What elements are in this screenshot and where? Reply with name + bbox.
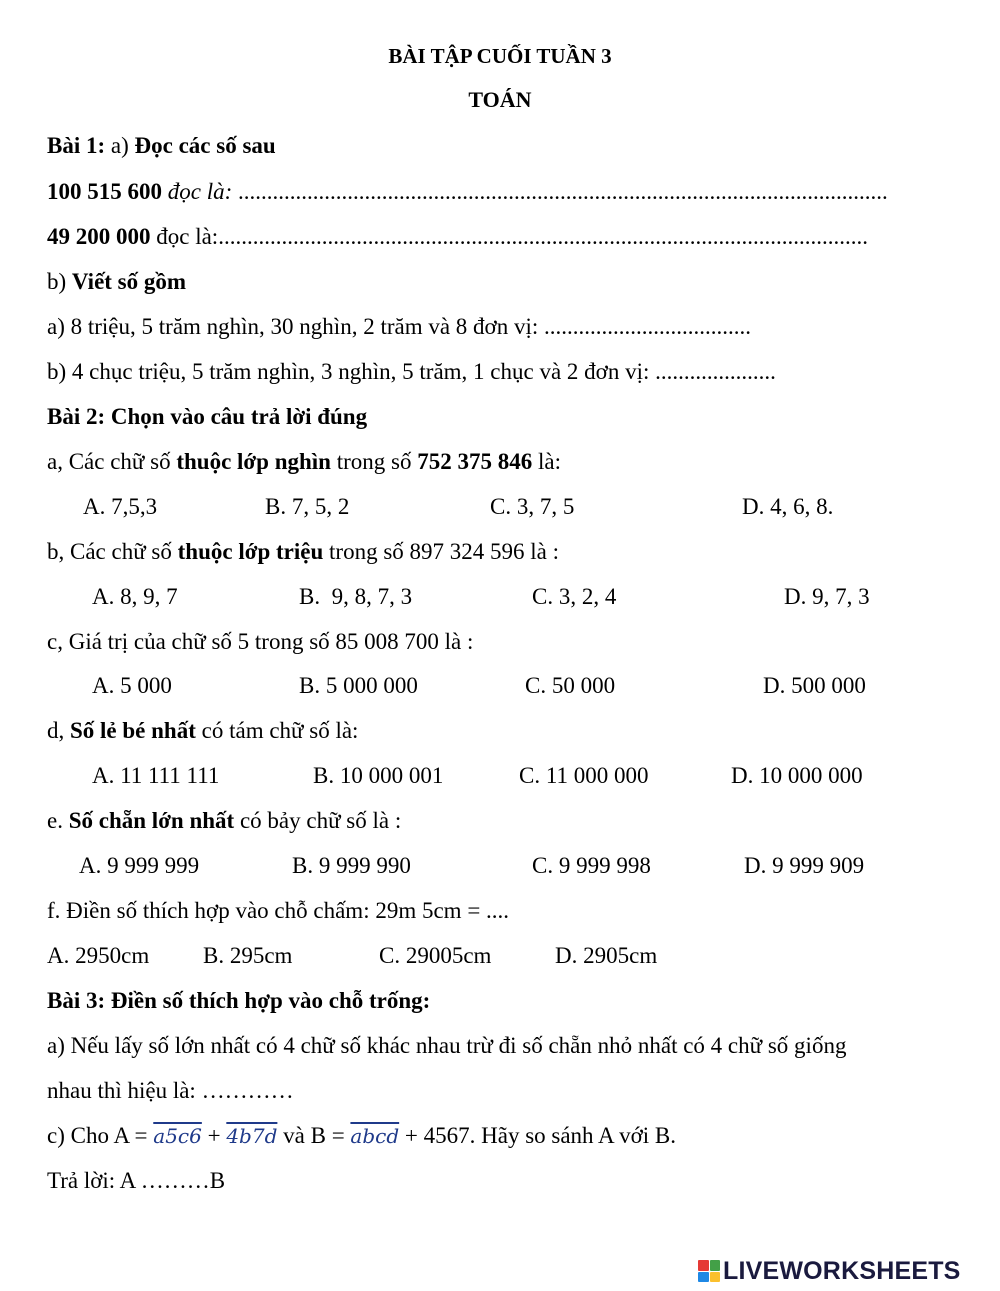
option-d-2[interactable]: B. 10 000 001 <box>313 763 444 788</box>
question-d-pre: d, <box>47 718 70 743</box>
bai3-a-line1: a) Nếu lấy số lớn nhất có 4 chữ số khác nhau trừ đi số chẵn nhỏ nhất có 4 chữ số giống <box>47 1033 847 1058</box>
bai1-heading <box>47 132 276 160</box>
bai3-a-line2[interactable]: nhau thì hiệu là: ………… <box>47 1078 294 1103</box>
bai1-label: Bài 1: <box>47 133 106 158</box>
question-a-bold: thuộc lớp nghìn <box>176 449 331 474</box>
option-f-2[interactable]: B. 295cm <box>203 943 293 968</box>
option-e-1[interactable]: A. 9 999 999 <box>79 853 200 878</box>
write-dots-2[interactable]: ..................... <box>655 359 776 384</box>
option-c-4[interactable]: D. 500 000 <box>763 673 866 698</box>
liveworksheets-brand: LIVEWORKSHEETS <box>723 1256 961 1285</box>
read-line-2 <box>47 223 868 251</box>
option-c-3[interactable]: C. 50 000 <box>525 673 616 698</box>
option-f-1[interactable]: A. 2950cm <box>47 943 150 968</box>
option-d-1[interactable]: A. 11 111 111 <box>92 763 220 788</box>
option-b-1[interactable]: A. 8, 9, 7 <box>92 584 178 609</box>
write-dots-1[interactable]: .................................... <box>544 314 751 339</box>
subject-title: TOÁN <box>468 87 532 112</box>
option-d-4[interactable]: D. 10 000 000 <box>731 763 863 788</box>
logo-square-4 <box>710 1272 721 1283</box>
read-line-1 <box>47 178 888 206</box>
bai1-part-b-prefix: b) <box>47 269 67 294</box>
write-text-1: a) 8 triệu, 5 trăm nghìn, 30 nghìn, 2 trăm và 8 đơn vị: <box>47 314 539 339</box>
bai3-c-mid: và B = <box>277 1123 351 1148</box>
option-b-2[interactable]: B. 9, 8, 7, 3 <box>299 584 413 609</box>
read-label-1: đọc là: <box>167 179 233 204</box>
option-e-2[interactable]: B. 9 999 990 <box>292 853 411 878</box>
option-b-3[interactable]: C. 3, 2, 4 <box>532 584 617 609</box>
option-a-1[interactable]: A. 7,5,3 <box>83 494 158 519</box>
question-c: c, Giá trị của chữ số 5 trong số 85 008 700 là : <box>47 629 474 654</box>
bai3-c-num2: 4b7d <box>226 1124 278 1148</box>
question-e <box>47 807 401 835</box>
question-a-bold2: 752 375 846 <box>417 449 533 474</box>
question-b <box>47 538 559 566</box>
bai3-c-post: + 4567. Hãy so sánh A với B. <box>399 1123 677 1148</box>
question-e-post: có bảy chữ số là : <box>234 808 402 833</box>
write-text-2: b) 4 chục triệu, 5 trăm nghìn, 3 nghìn, 5 trăm, 1 chục và 2 đơn vị: <box>47 359 650 384</box>
page-title: BÀI TẬP CUỐI TUẦN 3 <box>388 44 612 68</box>
read-dots-2[interactable]: ................................................................................................................. <box>218 224 868 249</box>
question-d <box>47 717 358 745</box>
bai3-c-line <box>47 1122 676 1150</box>
bai3-c-plus: + <box>201 1123 227 1148</box>
logo-square-3 <box>698 1272 709 1283</box>
question-b-bold: thuộc lớp triệu <box>177 539 324 564</box>
question-b-post: trong số 897 324 596 là : <box>323 539 560 564</box>
question-a-post: là: <box>532 449 561 474</box>
question-d-bold: Số lẻ bé nhất <box>70 718 196 743</box>
write-line-1 <box>47 313 751 341</box>
question-f: f. Điền số thích hợp vào chỗ chấm: 29m 5cm = .... <box>47 898 510 923</box>
bai3-c-pre: c) Cho A = <box>47 1123 154 1148</box>
read-dots-1[interactable]: ................................................................................................................. <box>238 179 888 204</box>
bai3-title: Bài 3: Điền số thích hợp vào chỗ trống: <box>47 988 431 1013</box>
bai2-heading <box>47 403 367 431</box>
read-number-2: 49 200 000 <box>47 224 151 249</box>
option-c-2[interactable]: B. 5 000 000 <box>299 673 418 698</box>
bai1-part-a-prefix: a) <box>110 133 129 158</box>
question-a-pre: a, Các chữ số <box>47 449 177 474</box>
liveworksheets-logo-icon <box>698 1260 720 1282</box>
liveworksheets-logo <box>698 1258 993 1284</box>
read-label-2: đọc là: <box>156 224 219 249</box>
option-e-4[interactable]: D. 9 999 909 <box>744 853 865 878</box>
question-e-bold: Số chẵn lớn nhất <box>68 808 235 833</box>
option-c-1[interactable]: A. 5 000 <box>92 673 172 698</box>
logo-square-1 <box>698 1260 709 1271</box>
write-line-2 <box>47 358 776 386</box>
question-b-pre: b, Các chữ số <box>47 539 178 564</box>
option-f-4[interactable]: D. 2905cm <box>555 943 658 968</box>
option-a-3[interactable]: C. 3, 7, 5 <box>490 494 575 519</box>
read-number-1: 100 515 600 <box>47 179 162 204</box>
question-a <box>47 448 561 476</box>
option-b-4[interactable]: D. 9, 7, 3 <box>784 584 870 609</box>
option-f-3[interactable]: C. 29005cm <box>379 943 492 968</box>
option-e-3[interactable]: C. 9 999 998 <box>532 853 651 878</box>
option-a-2[interactable]: B. 7, 5, 2 <box>265 494 350 519</box>
bai3-answer[interactable]: Trả lời: A ………B <box>47 1168 226 1193</box>
logo-square-2 <box>710 1260 721 1271</box>
bai3-heading <box>47 987 430 1015</box>
bai1-part-b-title: Viết số gồm <box>71 269 187 294</box>
bai1-part-a-title: Đọc các số sau <box>134 133 276 158</box>
bai1-part-b-heading <box>47 268 186 296</box>
bai2-title: Bài 2: Chọn vào câu trả lời đúng <box>47 404 368 429</box>
question-d-post: có tám chữ số là: <box>195 718 359 743</box>
bai3-c-num3: abcd <box>350 1124 400 1148</box>
option-d-3[interactable]: C. 11 000 000 <box>519 763 649 788</box>
option-a-4[interactable]: D. 4, 6, 8. <box>742 494 834 519</box>
question-e-pre: e. <box>47 808 69 833</box>
bai3-c-num1: a5c6 <box>153 1124 202 1148</box>
question-a-mid: trong số <box>330 449 418 474</box>
